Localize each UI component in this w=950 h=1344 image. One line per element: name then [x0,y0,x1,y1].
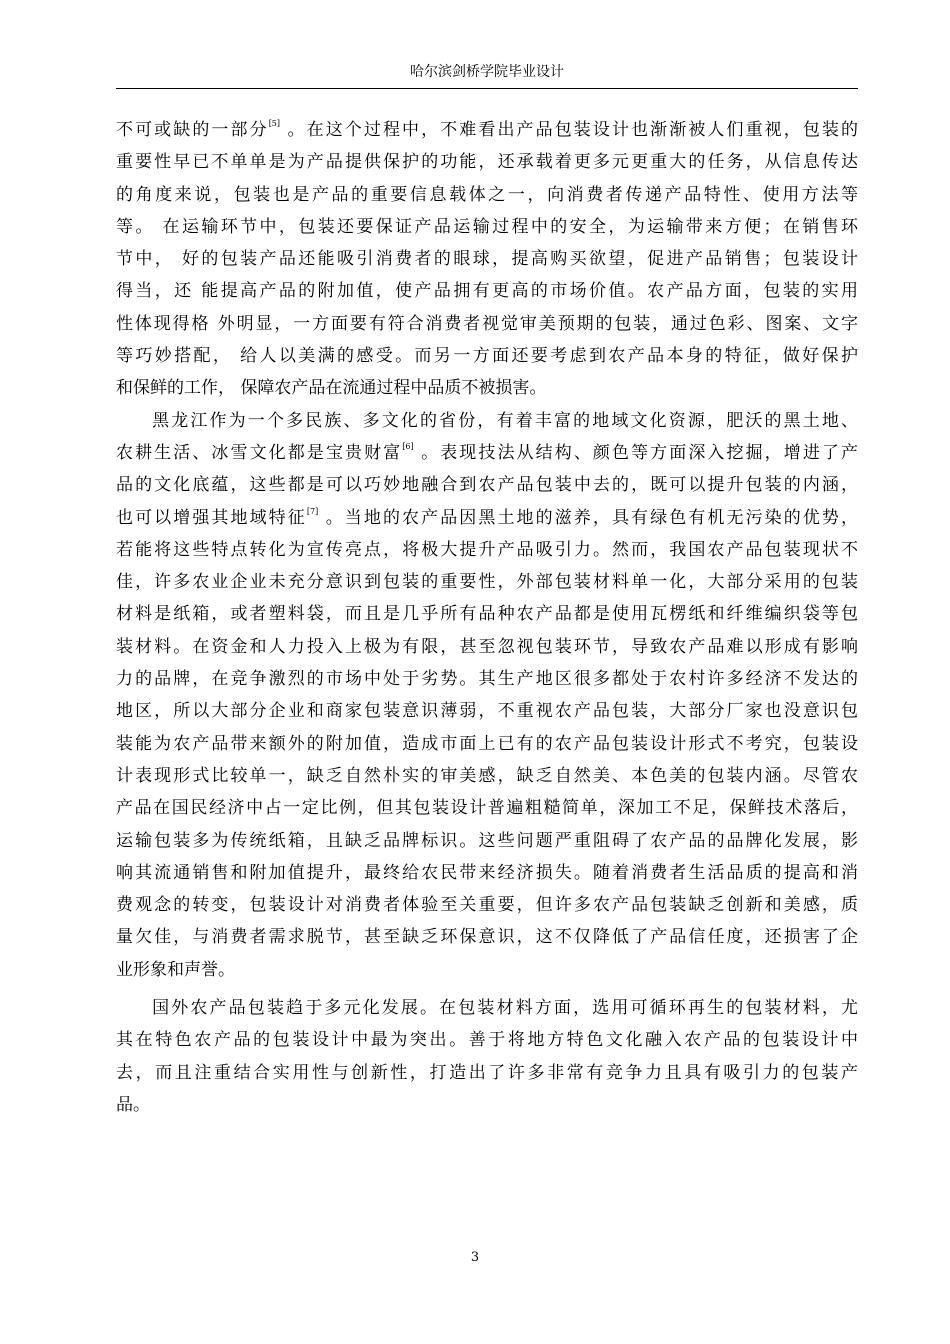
line-text: 量欠佳，与消费者需求脱节，甚至缺乏环保意识，这不仅降低了产品信任度，还损害了企 [116,927,858,948]
line-text: 若能将这些特点转化为宣传亮点，将极大提升产品吸引力。然而，我国农产品包装现状不 [116,539,858,560]
line-text: 和保鲜的工作， 保障农产品在流通过程中品质不被损害。 [116,378,547,399]
line-text: 也可以增强其地域特征 [116,507,307,528]
line-text: 力的品牌，在竞争激烈的市场中处于劣势。其生产地区很多都处于农村许多经济不发达的 [116,669,858,690]
citation-ref: [6] [402,441,414,451]
text-line [116,792,858,824]
line-text: 响其流通销售和附加值提升，最终给农民带来经济损失。随着消费者生活品质的提高和消 [116,862,858,883]
text-line [116,992,858,1024]
line-text-continued: 。当地的农产品因黑土地的滋养，具有绿色有机无污染的优势， [318,507,859,528]
text-line [116,308,858,340]
line-text: 品。 [116,1094,150,1115]
line-text: 国外农产品包装趋于多元化发展。在包装材料方面，选用可循环再生的包装材料，尤 [150,998,858,1019]
text-line [116,146,858,178]
line-text: 材料是纸箱，或者塑料袋，而且是几乎所有品种农产品都是使用瓦楞纸和纤维编织袋等包 [116,604,858,625]
line-text: 佳，许多农业企业未充分意识到包装的重要性，外部包装材料单一化，大部分采用的包装 [116,572,858,593]
text-line [116,857,858,889]
text-line [116,1089,858,1121]
text-line [116,889,858,921]
line-text: 性体现得格 外明显，一方面要有符合消费者视觉审美预期的包装，通过色彩、图案、文字 [116,313,858,334]
line-text: 去，而且注重结合实用性与创新性，打造出了许多非常有竞争力且具有吸引力的包装产 [116,1062,858,1083]
text-line [116,663,858,695]
line-text: 等巧妙搭配， 给人以美满的感受。而另一方面还要考虑到农产品本身的特征，做好保护 [116,346,858,367]
line-text: 运输包装多为传统纸箱，且缺乏品牌标识。这些问题严重阻碍了农产品的品牌化发展，影 [116,830,858,851]
text-line [116,760,858,792]
text-line [116,469,858,501]
citation-ref: [5] [268,119,281,128]
text-line [116,631,858,663]
line-text: 产品在国民经济中占一定比例，但其包装设计普遍粗糙简单，深加工不足，保鲜技术落后， [116,798,858,819]
text-line [116,114,858,146]
text-line [116,566,858,598]
citation-ref: [7] [306,506,319,516]
text-line [116,1024,858,1056]
paragraph [116,114,858,405]
line-text: 重要性早已不单单是为产品提供保护的功能，还承载着更多元更重大的任务，从信息传达 [116,152,858,173]
line-text: 其在特色农产品的包装设计中最为突出。善于将地方特色文化融入农产品的包装设计中 [116,1030,858,1051]
line-text: 等。 在运输环节中，包装还要保证产品运输过程中的安全，为运输带来方便；在销售环 [116,216,858,237]
paragraph [116,405,858,986]
text-line [116,921,858,953]
text-line [116,728,858,760]
line-text: 装能为农产品带来额外的附加值，造成市面上已有的农产品包装设计形式不考究，包装设 [116,733,858,754]
document-body [116,114,858,1121]
text-line [116,534,858,566]
text-line [116,695,858,727]
line-text: 费观念的转变，包装设计对消费者体验至关重要，但许多农产品包装缺乏创新和美感，质 [116,895,858,916]
text-line [116,1057,858,1089]
line-text: 不可或缺的一部分 [116,120,269,140]
page-number: 3 [470,1250,480,1265]
text-line [116,340,858,372]
line-text: 装材料。在资金和人力投入上极为有限，甚至忽视包装环节，导致农产品难以形成有影响 [116,636,858,657]
line-text: 得当，还 能提高产品的附加值，使产品拥有更高的市场价值。农产品方面，包装的实用 [116,281,858,302]
text-line [116,211,858,243]
text-line [116,275,858,307]
line-text: 品的文化底蕴，这些都是可以巧妙地融合到农产品包装中去的，既可以提升包装的内涵， [116,475,858,496]
line-text-continued: 。在这个过程中，不难看出产品包装设计也渐渐被人们重视，包装的 [280,120,858,140]
line-text: 农耕生活、冰雪文化都是宝贵财富 [116,442,403,463]
text-line [116,954,858,986]
paragraph [116,992,858,1121]
text-line [116,598,858,630]
line-text: 节中， 好的包装产品还能吸引消费者的眼球，提高购买欲望，促进产品销售；包装设计 [116,249,858,270]
text-line [116,502,858,534]
line-text: 地区，所以大部分企业和商家包装意识薄弱，不重视农产品包装，大部分厂家也没意识包 [116,701,858,722]
text-line [116,243,858,275]
line-text: 的角度来说，包装也是产品的重要信息载体之一，向消费者传递产品特性、使用方法等 [116,184,858,205]
text-line [116,179,858,211]
line-text: 黑龙江作为一个多民族、多文化的省份，有着丰富的地域文化资源，肥沃的黑土地、 [150,410,858,431]
text-line [116,825,858,857]
text-line [116,372,858,404]
line-text-continued: 。表现技法从结构、颜色等方面深入挖掘，增进了产 [413,442,859,463]
text-line [116,405,858,437]
page-header [116,62,858,89]
line-text: 业形象和声誉。 [116,959,235,980]
line-text: 计表现形式比较单一，缺乏自然朴实的审美感，缺乏自然美、本色美的包装内涵。尽管农 [116,765,858,786]
text-line [116,437,858,469]
header-title: 哈尔滨剑桥学院毕业设计 [410,64,564,80]
